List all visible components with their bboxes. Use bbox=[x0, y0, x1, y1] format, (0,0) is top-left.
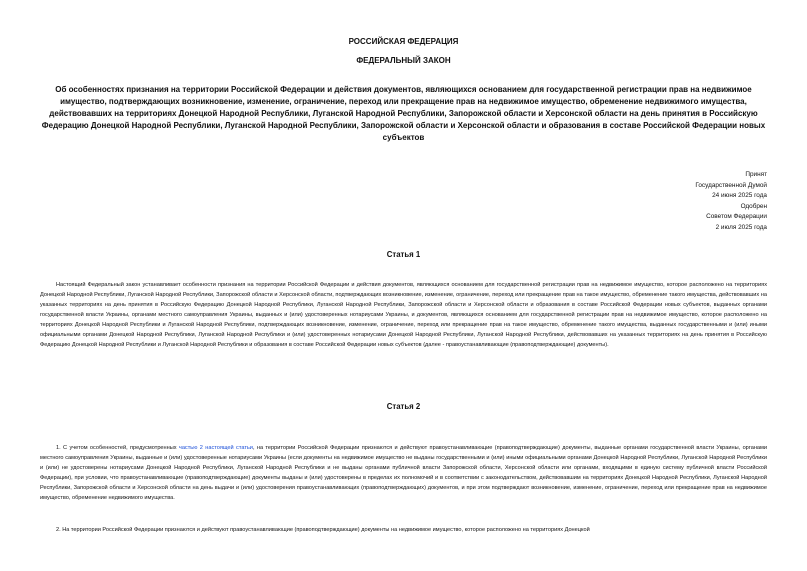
article-2-heading: Статья 2 bbox=[386, 402, 421, 411]
article-2-paragraph-2: 2. На территории Российской Федерации признаются и действуют правоустанавливающие (правоподтверждающие) документы на недвижимое имущество, которое расположено на территориях Донецкой bbox=[56, 527, 590, 533]
part-2-link[interactable]: частью 2 настоящей статьи bbox=[178, 445, 253, 451]
adoption-line: Принят bbox=[745, 171, 767, 178]
adoption-line: Государственной Думой bbox=[695, 181, 767, 189]
law-title: Об особенностях признания на территории Российской Федерации и действия документов, являющихся основанием для государственной регистрации прав на недвижимое имущество, подтверждающих возникновение, изменение, ограничение, переход или прекращение прав на недвижимое имущество, обременение недвижимого имущества, действовавших на территориях Донецкой Народной Республики, Луганской Народной Республики, Запорожской области и Херсонской области на день принятия в Российскую Федерацию Донецкой Народной Республики, Луганской Народной Республики, Запорожской области и Херсонской области и образования в составе Российской Федерации новых субъектов bbox=[41, 85, 766, 142]
paragraph-text: 1. С учетом особенностей, предусмотренных bbox=[56, 445, 179, 451]
adoption-date: 24 июня 2025 года bbox=[712, 192, 767, 200]
article-1-text: Настоящий Федеральный закон устанавливает особенности признания на территории Российской Федерации и действия документов, являющихся основанием для государственной регистрации прав на недвижимое имущество, которое расположено на территориях Донецкой Народной Республики, Луганской Народной Республики, Запорожской области и Херсонской области, подтверждающих возникновение, изменение, ограничение, переход или прекращение прав на такое имущество, обременение такого имущества, действовавших на указанных территориях на день принятия в Российскую Федерацию Донецкой Народной Республики, Луганской Народной Республики, Запорожской области и Херсонской области и образования в составе Российской Федерации новых субъектов, выданных органами государственной власти Украины, органами местного самоуправления Украины, выданных и (или) удостоверенных нотариусами Украины, и документов, являющихся основанием для государственной регистрации прав на недвижимое имущество, которое расположено на территориях Донецкой Народной Республики и Луганской Народной Республики, подтверждающих возникновение, изменение, ограничение, переход или прекращение прав на такое имущество, обременение такого имущества, выданных государственными и (или) иными официальными органами Донецкой Народной Республики, Луганской Народной Республики и (или) удостоверенных нотариусами Донецкой Народной Республики, Луганской Народной Республики, действовавших на указанных территориях на день принятия в Российскую Федерацию Донецкой Народной Республики и Луганской Народной Республики и образования в составе Российской Федерации новых субъектов (далее - правоустанавливающие (правоподтверждающие) документы). bbox=[40, 282, 767, 348]
adoption-date: 2 июля 2025 года bbox=[715, 223, 767, 231]
law-type-heading: ФЕДЕРАЛЬНЫЙ ЗАКОН bbox=[356, 56, 451, 65]
adoption-line: Одобрен bbox=[740, 202, 767, 210]
country-heading: РОССИЙСКАЯ ФЕДЕРАЦИЯ bbox=[348, 37, 459, 46]
adoption-block bbox=[527, 170, 767, 234]
article-1-heading: Статья 1 bbox=[386, 250, 421, 259]
adoption-line: Советом Федерации bbox=[706, 213, 767, 221]
paragraph-text: , на территории Российской Федерации признаются и действуют правоустанавливающие (правоподтверждающие) документы, выданные органами государственной власти Украины, органами местного самоуправления Украины, выданные и (или) удостоверенные нотариусами Украины (если документы на недвижимое имущество не выданы государственными и (или) иными официальными органами Донецкой Народной Республики, Луганской Народной Республики и (или) не удостоверены нотариусами Донецкой Народной Республики, Луганской Народной Республики и не выданы органами публичной власти Запорожской области, Херсонской области или органами, входящими в единую систему публичной власти Российской Федерации), при условии, что правоустанавливающие (правоподтверждающие) документы выданы и (или) удостоверены в пределах их полномочий и в соответствии с законодательством, действовавшим на территориях Донецкой Народной Республики, Луганской Народной Республики, Запорожской области и Херсонской области на день выдачи и (или) удостоверения правоустанавливающих (правоподтверждающих) документов, и при этом подтверждают возникновение, изменение, ограничение, переход или прекращение прав на недвижимое имущество, обременение недвижимого имущества. bbox=[40, 445, 767, 501]
article-2-paragraph-1 bbox=[40, 443, 767, 503]
